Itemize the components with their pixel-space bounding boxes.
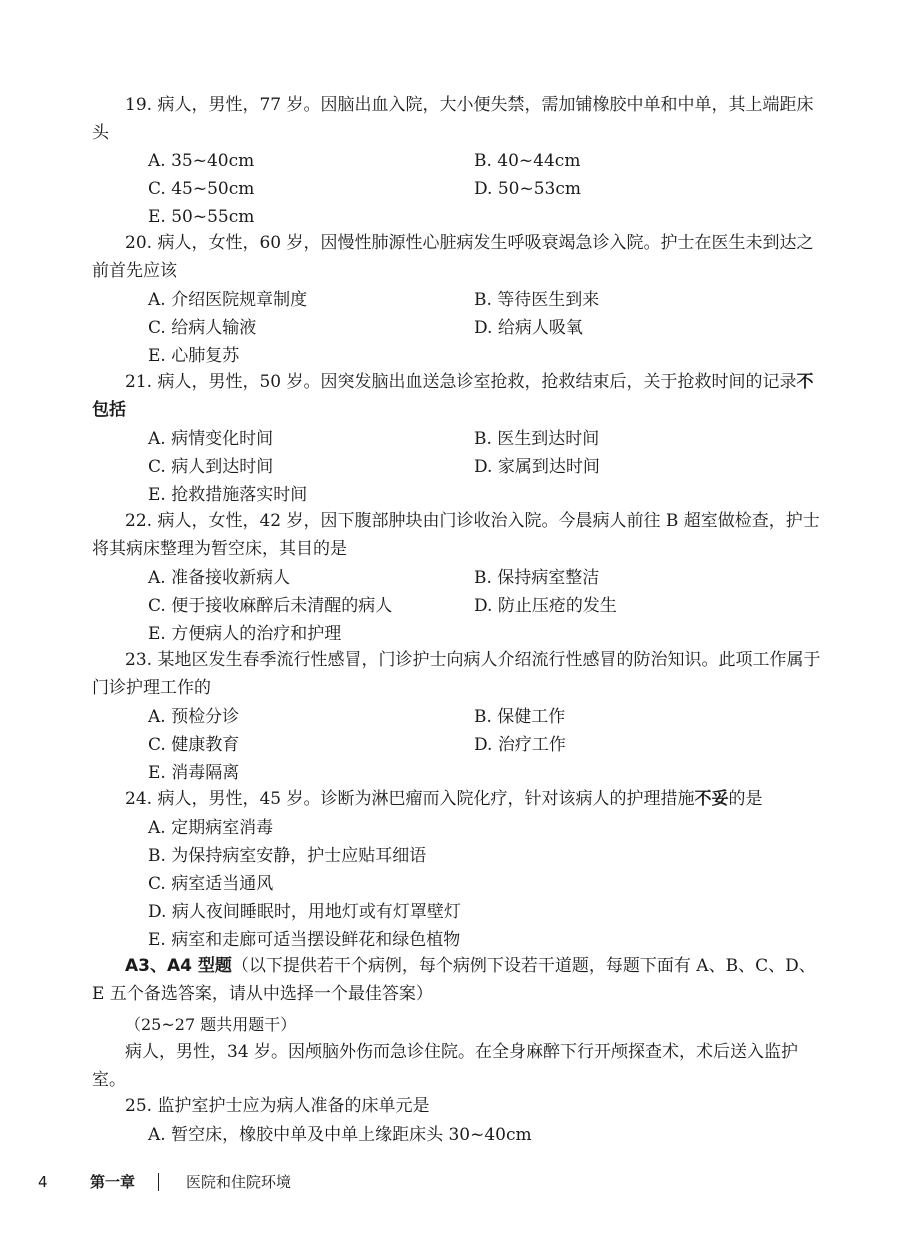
question-21-option-e: E. 抢救措施落实时间 bbox=[148, 485, 308, 505]
question-22-option-a: A. 准备接收新病人 bbox=[148, 568, 291, 588]
question-20-option-a: A. 介绍医院规章制度 bbox=[148, 290, 308, 310]
question-24-stem-text: 24. 病人，男性，45 岁。诊断为淋巴瘤而入院化疗，针对该病人的护理措施 bbox=[125, 789, 695, 809]
question-25-stem: 25. 监护室护士应为病人准备的床单元是 bbox=[125, 1096, 430, 1116]
question-19-option-e: E. 50~55cm bbox=[148, 207, 255, 227]
question-24-emphasis: 不妥 bbox=[694, 789, 729, 809]
question-23-option-a: A. 预检分诊 bbox=[148, 707, 240, 727]
question-24-stem-end: 的是 bbox=[728, 789, 763, 809]
section-a3-a4 bbox=[92, 953, 822, 1008]
question-19-option-d: D. 50~53cm bbox=[474, 179, 581, 199]
question-23-option-c: C. 健康教育 bbox=[148, 735, 240, 755]
question-21-stem-text: 21. 病人，男性，50 岁。因突发脑出血送急诊室抢救，抢救结束后，关于抢救时间的记录 bbox=[125, 372, 797, 392]
question-19-option-a: A. 35~40cm bbox=[148, 151, 255, 171]
question-24-option-b: B. 为保持病室安静，护士应贴耳细语 bbox=[148, 846, 427, 866]
question-22-stem: 22. 病人，女性，42 岁，因下腹部肿块由门诊收治入院。今晨病人前往 B 超室做检查，护士将其病床整理为暂空床，其目的是 bbox=[92, 511, 820, 559]
footer-divider bbox=[158, 1173, 159, 1191]
question-24-stem bbox=[92, 786, 822, 814]
page-number: 4 bbox=[38, 1173, 48, 1191]
question-22-option-b: B. 保持病室整洁 bbox=[474, 568, 600, 588]
question-24-option-d: D. 病人夜间睡眠时，用地灯或有灯罩壁灯 bbox=[148, 902, 461, 922]
question-21-option-d: D. 家属到达时间 bbox=[474, 457, 600, 477]
question-22-option-d: D. 防止压疮的发生 bbox=[474, 596, 617, 616]
question-20-option-c: C. 给病人输液 bbox=[148, 318, 257, 338]
question-24-option-a: A. 定期病室消毒 bbox=[148, 818, 274, 838]
question-21-stem bbox=[92, 369, 822, 424]
question-21-option-b: B. 医生到达时间 bbox=[474, 429, 600, 449]
question-19-stem: 19. 病人，男性，77 岁。因脑出血入院，大小便失禁，需加铺橡胶中单和中单，其上端距床头 bbox=[92, 95, 814, 143]
question-21-option-c: C. 病人到达时间 bbox=[148, 457, 274, 477]
shared-stem-title: （25~27 题共用题干） bbox=[125, 1015, 297, 1034]
question-22-option-c: C. 便于接收麻醉后未清醒的病人 bbox=[148, 596, 393, 616]
question-23-option-d: D. 治疗工作 bbox=[474, 735, 566, 755]
question-20-stem: 20. 病人，女性，60 岁，因慢性肺源性心脏病发生呼吸衰竭急诊入院。护士在医生未到达之前首先应该 bbox=[92, 233, 814, 281]
question-19-option-b: B. 40~44cm bbox=[474, 151, 581, 171]
question-20-option-d: D. 给病人吸氧 bbox=[474, 318, 583, 338]
chapter-label: 第一章 bbox=[90, 1173, 136, 1191]
chapter-title: 医院和住院环境 bbox=[186, 1173, 292, 1191]
question-25-option-a: A. 暂空床，橡胶中单及中单上缘距床头 30~40cm bbox=[148, 1125, 532, 1145]
section-description: （以下提供若干个病例，每个病例下设若干道题，每题下面有 A、B、C、D、E 五个备选答案，请从中选择一个最佳答案） bbox=[92, 956, 816, 1004]
question-21-option-a: A. 病情变化时间 bbox=[148, 429, 274, 449]
section-heading: A3、A4 型题 bbox=[125, 956, 232, 976]
question-24-option-c: C. 病室适当通风 bbox=[148, 874, 274, 894]
question-24-option-e: E. 病室和走廊可适当摆设鲜花和绿色植物 bbox=[148, 930, 461, 950]
question-22-option-e: E. 方便病人的治疗和护理 bbox=[148, 624, 342, 644]
question-19-option-c: C. 45~50cm bbox=[148, 179, 255, 199]
question-23-option-e: E. 消毒隔离 bbox=[148, 763, 240, 783]
question-20-option-b: B. 等待医生到来 bbox=[474, 290, 600, 310]
question-23-option-b: B. 保健工作 bbox=[474, 707, 566, 727]
case-description: 病人，男性，34 岁。因颅脑外伤而急诊住院。在全身麻醉下行开颅探查术，术后送入监护室。 bbox=[92, 1042, 799, 1090]
question-20-option-e: E. 心肺复苏 bbox=[148, 346, 240, 366]
question-23-stem: 23. 某地区发生春季流行性感冒，门诊护士向病人介绍流行性感冒的防治知识。此项工作属于门诊护理工作的 bbox=[92, 650, 821, 698]
question-21-emphasis: 不包括 bbox=[92, 372, 814, 420]
